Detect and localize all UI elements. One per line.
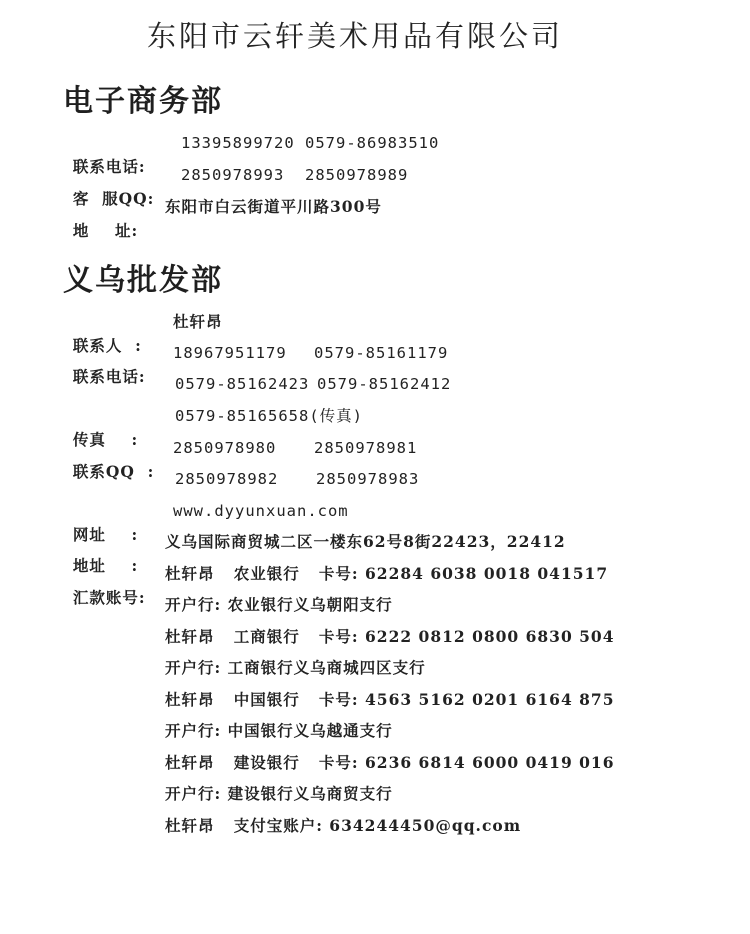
yiwu-qq-4: 2850978983 <box>316 470 420 488</box>
yiwu-qq-3: 2850978982 <box>175 470 279 488</box>
account-row <box>63 625 615 649</box>
ecommerce-qq-label: 客 服QQ: <box>72 189 155 208</box>
ecommerce-qq-2: 2850978989 <box>305 166 409 184</box>
yiwu-contact-value: 杜轩昂 <box>173 312 223 331</box>
yiwu-website-label: 网址 : <box>72 525 139 544</box>
account-row <box>63 688 615 712</box>
yiwu-website-value: www.dyyunxuan.com <box>173 502 349 520</box>
alipay-line: 杜轩昂 支付宝账户: 634244450@qq.com <box>165 816 522 835</box>
yiwu-phone-1: 18967951179 <box>173 344 287 362</box>
yiwu-contact-row <box>63 310 223 355</box>
yiwu-qq-2: 2850978981 <box>314 439 418 457</box>
yiwu-qq-label: 联系QQ : <box>72 462 155 481</box>
account-branch: 开户行: 农业银行义乌朝阳支行 <box>165 595 393 614</box>
yiwu-address-value: 义乌国际商贸城二区一楼东62号8街22423，22412 <box>165 532 566 551</box>
ecommerce-phone-1: 13395899720 <box>181 134 295 152</box>
yiwu-remit-label: 汇款账号: <box>72 588 146 607</box>
account-line: 杜轩昂 中国银行 卡号: 4563 5162 0201 6164 875 <box>165 690 615 709</box>
yiwu-heading: 义乌批发部 <box>63 263 223 298</box>
company-title: 东阳市云轩美术用品有限公司 <box>146 19 563 53</box>
account-row <box>63 751 615 775</box>
ecommerce-qq-1: 2850978993 <box>181 166 285 184</box>
yiwu-fax-value: 0579-85165658(传真) <box>175 407 363 425</box>
ecommerce-address-row <box>63 195 382 240</box>
ecommerce-address-value: 东阳市白云街道平川路300号 <box>165 197 382 216</box>
account-branch: 开户行: 建设银行义乌商贸支行 <box>165 784 393 803</box>
yiwu-address-label: 地址 : <box>72 556 139 575</box>
ecommerce-phone-label: 联系电话: <box>72 157 146 176</box>
yiwu-phone-2: 0579-85161179 <box>314 344 449 362</box>
yiwu-phone-label: 联系电话: <box>72 367 146 386</box>
account-branch: 开户行: 工商银行义乌商城四区支行 <box>165 658 426 677</box>
yiwu-phone-3: 0579-85162423 <box>175 375 310 393</box>
yiwu-fax-label: 传真 : <box>72 430 139 449</box>
ecommerce-heading: 电子商务部 <box>63 84 223 119</box>
yiwu-contact-label: 联系人 : <box>72 336 142 355</box>
yiwu-qq-1: 2850978980 <box>173 439 277 457</box>
alipay-row <box>63 814 522 838</box>
account-line: 杜轩昂 农业银行 卡号: 62284 6038 0018 041517 <box>165 564 609 583</box>
yiwu-website-row <box>63 499 349 544</box>
yiwu-phone-4: 0579-85162412 <box>317 375 452 393</box>
account-branch: 开户行: 中国银行义乌越通支行 <box>165 721 393 740</box>
ecommerce-phone-2: 0579-86983510 <box>305 134 440 152</box>
account-branch-row <box>63 719 393 743</box>
account-line: 杜轩昂 建设银行 卡号: 6236 6814 6000 0419 016 <box>165 753 615 772</box>
account-line: 杜轩昂 工商银行 卡号: 6222 0812 0800 6830 504 <box>165 627 615 646</box>
account-branch-row <box>63 782 393 806</box>
ecommerce-address-label: 地 址: <box>72 221 139 240</box>
account-branch-row <box>63 656 426 680</box>
